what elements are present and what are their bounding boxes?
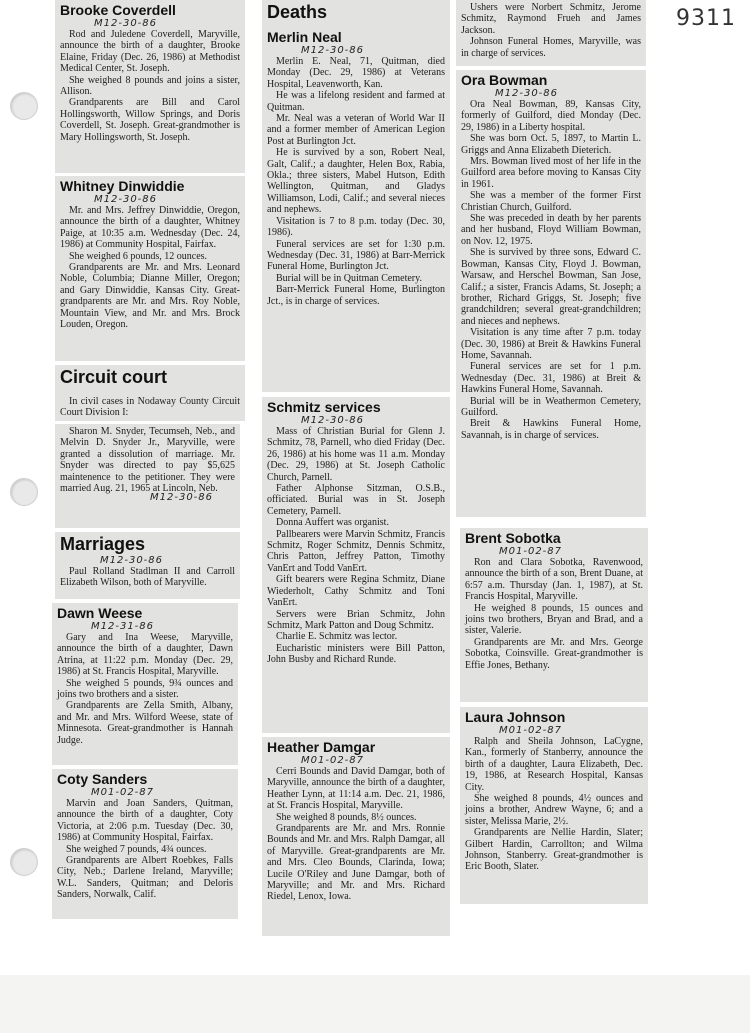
clipping-paragraph: He weighed 8 pounds, 15 ounces and joins two brothers, Bryan and Brad, and a sister, Valerie. [465,602,643,637]
clipping-paragraph: Pallbearers were Marvin Schmitz, Francis Schmitz, Roger Schmitz, Dennis Schmitz, Chris Patton, Jeffrey Patton, Timothy VanErt and Todd VanErt. [267,528,445,574]
binder-hole [10,478,38,506]
clipping-paragraph: Donna Auffert was organist. [276,517,389,529]
clipping-heather-damgar [262,737,450,936]
handwritten-date: M12-31-86 [91,621,155,632]
handwritten-date: M12-30-86 [94,18,158,29]
clipping-brooke-coverdell [55,0,245,173]
clipping-paragraph: Father Alphonse Sitzman, O.S.B., officiated. Burial was in St. Joseph Cemetery, Parnell. [267,483,445,517]
clipping-paragraph: Ralph and Sheila Johnson, LaCygne, Kan., formerly of Stanberry, announce the birth of a daughter, Laura Elizabeth, Dec. 19, 1986, at Research Hospital, Kansas City. [465,736,643,793]
section-heading-deaths: Deaths [267,2,328,22]
clipping-paragraph: Ron and Clara Sobotka, Ravenwood, announce the birth of a son, Brent Duane, at 6:57 a.m. Thursday (Jan. 1, 1987), at St. Francis Hospital, Maryville. [465,557,643,603]
clipping-circuit-court-header [55,365,245,421]
clipping-paragraph: He was a lifelong resident and farmed at Quitman. [267,90,445,113]
binder-hole [10,848,38,876]
clipping-paragraph: Eucharistic ministers were Bill Patton, John Busby and Richard Runde. [267,642,445,666]
clipping-paragraph: Visitation is any time after 7 p.m. today (Dec. 30, 1986) at Breit & Hawkins Funeral Home, Savannah. [461,327,641,361]
clipping-paragraph: Funeral services are set for 1 p.m. Wednesday (Dec. 31, 1986) at Breit & Hawkins Funeral Home, Savannah. [461,361,641,396]
clipping-paragraph: Breit & Hawkins Funeral Home, Savannah, is in charge of services. [461,418,641,441]
handwritten-date: M01-02-87 [301,755,365,766]
clipping-paragraph: Grandparents are Zella Smith, Albany, and Mr. and Mrs. Wilford Weese, state of Minnesota. Great-grandmother is Hannah Judge. [57,700,233,746]
handwritten-date: M01-02-87 [91,787,155,798]
clipping-laura-johnson [460,707,648,904]
clipping-paragraph: In civil cases in Nodaway County Circuit Court Division I: [60,396,240,419]
clipping-paragraph: Grandparents are Mr. and Mrs. Ronnie Bounds and Mr. and Mrs. Ralph Damgar, all of Maryville. Great-grandparents are Mr. and Mrs. Cleo Bounds, Clarinda, Iowa; Lucile O'Riley and June Damgar, both of Maryville; and Mr. and Mrs. Richard Riedel, Lenox, Iowa. [267,823,445,903]
clipping-title: Laura Johnson [465,709,566,725]
clipping-paragraph: She weighed 8 pounds, 8½ ounces. [276,811,417,823]
clipping-paragraph: Grandparents are Mr. and Mrs. Leonard Noble, Columbia; Dianne Miller, Oregon; and Gary Dinwiddie, Kansas City. Great-grandparents are Mr. and Mrs. Roy Noble, Mountain View, and Mr. and Mrs. Brock Louden, Oregon. [60,262,240,331]
handwritten-date: M12-30-86 [100,555,164,566]
clipping-title: Heather Damgar [267,739,376,755]
clipping-paragraph: Grandparents are Albert Roebkes, Falls City, Neb.; Darlene Ireland, Maryville; W.L. Sanders, Quitman; and Deloris Sanders, Norwalk, Calif. [57,855,233,901]
clipping-title: Circuit court [60,367,168,387]
clipping-title: Brooke Coverdell [60,2,176,18]
clipping-paragraph: Marvin and Joan Sanders, Quitman, announce the birth of a daughter, Coty Victoria, at 2:06 p.m. Tuesday (Dec. 30, 1986) at Community Hospital, Fairfax. [57,798,233,844]
clipping-paragraph: She was born Oct. 5, 1897, to Martin L. Griggs and Anna Elizabeth Dieterich. [461,133,641,156]
clipping-paragraph: She weighed 7 pounds, 4¾ ounces. [66,843,207,855]
clipping-paragraph: Cerri Bounds and David Damgar, both of Maryville, announce the birth of a daughter, Heather Lynn, at 11:14 a.m. Dec. 21, 1986, at St. Francis Hospital, Maryville. [267,766,445,812]
clipping-paragraph: She weighed 8 pounds and joins a sister, Allison. [60,74,240,98]
clipping-paragraph: Funeral services are set for 1:30 p.m. Wednesday (Dec. 31, 1986) at Barr-Merrick Funeral Home, Burlington Jct. [267,238,445,273]
clipping-ora-bowman [456,70,646,517]
clipping-paragraph: Burial will be in Weathermon Cemetery, Guilford. [461,395,641,418]
clipping-title: Schmitz services [267,399,381,415]
clipping-paragraph: She was preceded in death by her parents and her husband, Floyd William Bowman, on Nov. 12, 1975. [461,213,641,247]
clipping-paragraph: Gift bearers were Regina Schmitz, Diane Wiederholt, Cathy Schmitz and Toni VanErt. [267,574,445,609]
clipping-paragraph: Grandparents are Bill and Carol Hollingsworth, Willow Springs, and Doris Coverdell, St. Joseph. Great-grandmother is Mary Hollingsworth, St. Joseph. [60,97,240,143]
clipping-paragraph: Ushers were Norbert Schmitz, Jerome Schmitz, Raymond Frueh and James Jackson. [461,2,641,36]
clipping-title: Marriages [60,534,146,554]
binder-hole [10,92,38,120]
clipping-paragraph: Gary and Ina Weese, Maryville, announce the birth of a daughter, Dawn Atrina, at 11:22 p.m. Monday (Dec. 29, 1986) at St. Francis Hospital, Maryville. [57,632,233,678]
clipping-paragraph: She weighed 5 pounds, 9¾ ounces and joins two brothers and a sister. [57,677,233,701]
clipping-paragraph: Servers were Brian Schmitz, John Schmitz, Mark Patton and Doug Schmitz. [267,608,445,631]
clipping-marriages [55,532,240,599]
handwritten-date: M01-02-87 [499,725,563,736]
clipping-coty-sanders [52,769,238,919]
clipping-circuit-court [55,424,240,528]
clipping-title: Brent Sobotka [465,530,561,546]
clipping-paragraph: He is survived by a son, Robert Neal, Galt, Calif.; a daughter, Helen Box, Rabia, Okla.; three sisters, Mabel Hutson, Edith Wellington, Quitman, and Gladys Williamson, Lodi, Calif.; and several nieces and nephews. [267,147,445,216]
handwritten-date: M12-30-86 [301,415,365,426]
clipping-paragraph: Mr. and Mrs. Jeffrey Dinwiddie, Oregon, announce the birth of a daughter, Whitney Paige, at 10:35 a.m. Wednesday (Dec. 24, 1986) at Community Hospital, Fairfax. [60,205,240,251]
clipping-paragraph: Burial will be in Quitman Cemetery. [276,272,422,284]
page-number: 9311 [676,6,736,31]
clipping-paragraph: Ora Neal Bowman, 89, Kansas City, formerly of Guilford, died Monday (Dec. 29, 1986) in a Liberty hospital. [461,99,641,133]
clipping-paragraph: Johnson Funeral Homes, Maryville, was in charge of services. [461,36,641,59]
clipping-paragraph: Grandparents are Mr. and Mrs. George Sobotka, Coinsville. Great-grandmother is Effie Jones, Bethany. [465,636,643,671]
clipping-merlin-neal [262,0,450,392]
clipping-title: Coty Sanders [57,771,148,787]
clipping-paragraph: Mass of Christian Burial for Glenn J. Schmitz, 78, Parnell, who died Friday (Dec. 26, 1986) at his home was 11 a.m. Monday (Dec. 29, 1986) at St. Joseph Catholic Church, Parnell. [267,426,445,483]
clipping-paragraph: Mrs. Bowman lived most of her life in the Guilford area before moving to Kansas City in 1961. [461,156,641,190]
clipping-paragraph: She weighed 6 pounds, 12 ounces. [69,250,208,262]
clipping-whitney-dinwiddie [55,176,245,361]
clipping-title: Dawn Weese [57,605,143,621]
clipping-paragraph: She was a member of the former First Christian Church, Guilford. [461,190,641,213]
clipping-paragraph: Mr. Neal was a veteran of World War II and a former member of American Legion Post at Burlington Jct. [267,113,445,147]
clipping-paragraph: Merlin E. Neal, 71, Quitman, died Monday (Dec. 29, 1986) at Veterans Hospital, Leavenworth, Kan. [267,56,445,90]
clipping-dawn-weese [52,603,238,765]
clipping-schmitz-ushers [456,0,646,66]
handwritten-date: M01-02-87 [499,546,563,557]
clipping-paragraph: Sharon M. Snyder, Tecumseh, Neb., and Melvin D. Snyder Jr., Maryville, were granted a dissolution of marriage. Mr. Snyder was directed to pay $5,625 maintenence to the petitioner. They were married Aug. 21, 1965 at Lincoln, Neb. [60,426,235,495]
clipping-paragraph: Rod and Juledene Coverdell, Maryville, announce the birth of a daughter, Brooke Elaine, Friday (Dec. 26, 1986) at Methodist Medical Center, St. Joseph. [60,29,240,75]
clipping-schmitz-services [262,397,450,733]
handwritten-date: M12-30-86 [150,492,214,504]
handwritten-date: M12-30-86 [301,45,365,56]
clipping-paragraph: Barr-Merrick Funeral Home, Burlington Jct., is in charge of services. [267,284,445,307]
clipping-paragraph: Paul Rolland Stadlman II and Carroll Elizabeth Wilson, both of Maryville. [60,566,235,589]
clipping-brent-sobotka [460,528,648,702]
clipping-paragraph: She is survived by three sons, Edward C. Bowman, Kansas City, Floyd J. Bowman, Warsaw, and Herschel Bowman, San Jose, Calif.; a sister, Francis Adams, St. Joseph; a brother, Richard Griggs, St. Joseph; five grandchildren; several great-grandchildren; and nieces and nephews. [461,247,641,327]
handwritten-date: M12-30-86 [495,88,559,99]
clipping-paragraph: She weighed 8 pounds, 4½ ounces and joins a brother, Andrew Wayne, 6; and a sister, Melissa Marie, 2½. [465,793,643,827]
clipping-title: Merlin Neal [267,29,342,45]
clipping-paragraph: Visitation is 7 to 8 p.m. today (Dec. 30, 1986). [267,215,445,239]
handwritten-date: M12-30-86 [94,194,158,205]
clipping-title: Ora Bowman [461,72,548,88]
clipping-paragraph: Grandparents are Nellie Hardin, Slater; Gilbert Hardin, Carrollton; and Wilma Johnson, Stanberry. Great-grandmother is Eric Booth, Slater. [465,827,643,873]
clipping-title: Whitney Dinwiddie [60,178,185,194]
clipping-paragraph: Charlie E. Schmitz was lector. [276,631,398,643]
